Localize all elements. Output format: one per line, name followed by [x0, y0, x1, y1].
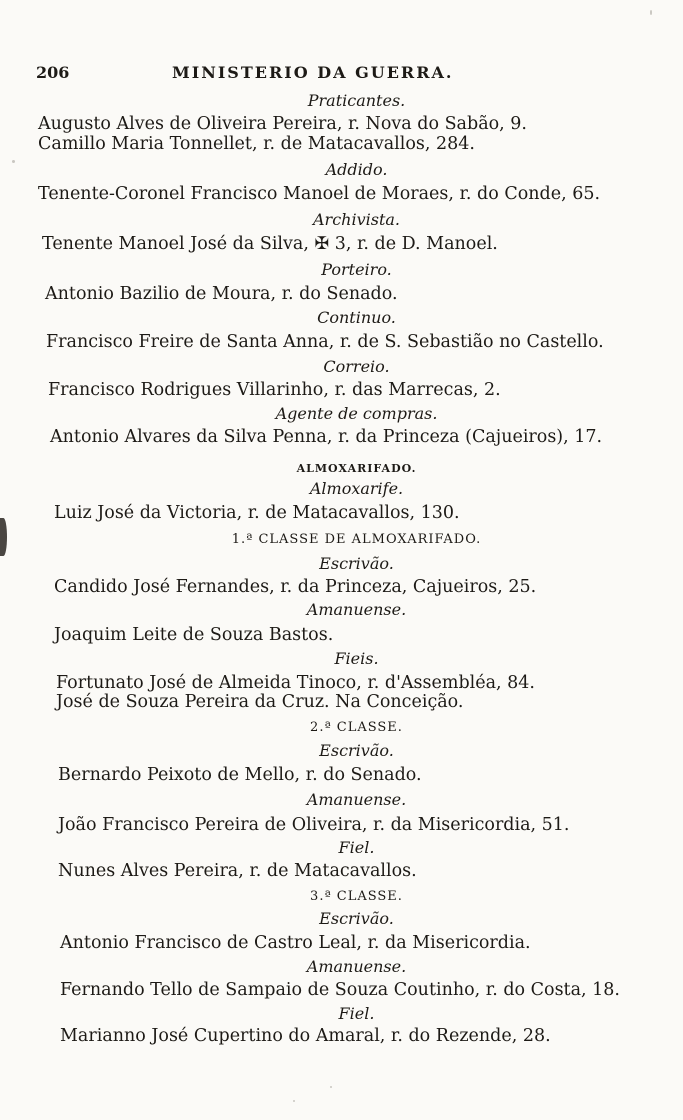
entry-line: Nunes Alves Pereira, r. de Matacavallos.: [58, 861, 417, 881]
section-title: Fiel.: [338, 1004, 375, 1023]
entry-line: Luiz José da Victoria, r. de Matacavallos, 130.: [54, 503, 460, 523]
entry-line: José de Souza Pereira da Cruz. Na Conceição.: [56, 692, 464, 712]
section-title: Continuo.: [317, 308, 396, 327]
section-title: Amanuense.: [306, 957, 407, 976]
section-title: Archivista.: [312, 210, 400, 229]
entry-line: Antonio Alvares da Silva Penna, r. da Princeza (Cajueiros), 17.: [50, 427, 603, 447]
section-title: Amanuense.: [306, 600, 407, 619]
section-title: Agente de compras.: [275, 404, 438, 423]
section-title: Correio.: [323, 357, 390, 376]
entry-line: Francisco Rodrigues Villarinho, r. das Marrecas, 2.: [48, 380, 501, 400]
entry-line: Tenente-Coronel Francisco Manoel de Moraes, r. do Conde, 65.: [38, 184, 601, 204]
entry-line: Marianno José Cupertino do Amaral, r. do Rezende, 28.: [60, 1026, 551, 1046]
class-heading: 3.ª CLASSE.: [310, 889, 403, 904]
entry-line: Bernardo Peixoto de Mello, r. do Senado.: [58, 765, 422, 785]
section-title: Addido.: [325, 160, 388, 179]
class-heading: 1.ª CLASSE DE ALMOXARIFADO.: [231, 532, 482, 547]
entry-line: João Francisco Pereira de Oliveira, r. da Misericordia, 51.: [58, 815, 570, 835]
section-title: Amanuense.: [306, 790, 407, 809]
ink-speck: [330, 1086, 332, 1088]
ink-speck: [650, 10, 652, 15]
class-heading: 2.ª CLASSE.: [310, 720, 403, 735]
section-title: Praticantes.: [307, 91, 406, 110]
section-title: Fieis.: [334, 649, 379, 668]
entry-line: Camillo Maria Tonnellet, r. de Matacavallos, 284.: [38, 134, 475, 154]
entry-line: Joaquim Leite de Souza Bastos.: [54, 625, 334, 645]
entry-line: Tenente Manoel José da Silva, ✠ 3, r. de D. Manoel.: [42, 234, 498, 254]
running-title: MINISTERIO DA GUERRA.: [172, 63, 454, 82]
entry-line: Francisco Freire de Santa Anna, r. de S. Sebastião no Castello.: [46, 332, 604, 352]
entry-line: Augusto Alves de Oliveira Pereira, r. Nova do Sabão, 9.: [38, 114, 527, 134]
entry-line: Fernando Tello de Sampaio de Souza Coutinho, r. do Costa, 18.: [60, 980, 620, 1000]
entry-line: Antonio Bazilio de Moura, r. do Senado.: [45, 284, 398, 304]
section-title: Porteiro.: [321, 260, 392, 279]
section-title: Fiel.: [338, 838, 375, 857]
entry-line: Fortunato José de Almeida Tinoco, r. d'Assembléa, 84.: [56, 673, 535, 693]
entry-line: Antonio Francisco de Castro Leal, r. da Misericordia.: [60, 933, 531, 953]
section-title: Escrivão.: [319, 909, 394, 928]
page-number: 206: [36, 63, 70, 82]
department-heading: ALMOXARIFADO.: [296, 462, 417, 475]
section-title: Escrivão.: [319, 741, 394, 760]
section-title: Escrivão.: [319, 554, 394, 573]
entry-line: Candido José Fernandes, r. da Princeza, Cajueiros, 25.: [54, 577, 537, 597]
section-title: Almoxarife.: [309, 479, 404, 498]
ink-speck: [293, 1100, 295, 1102]
